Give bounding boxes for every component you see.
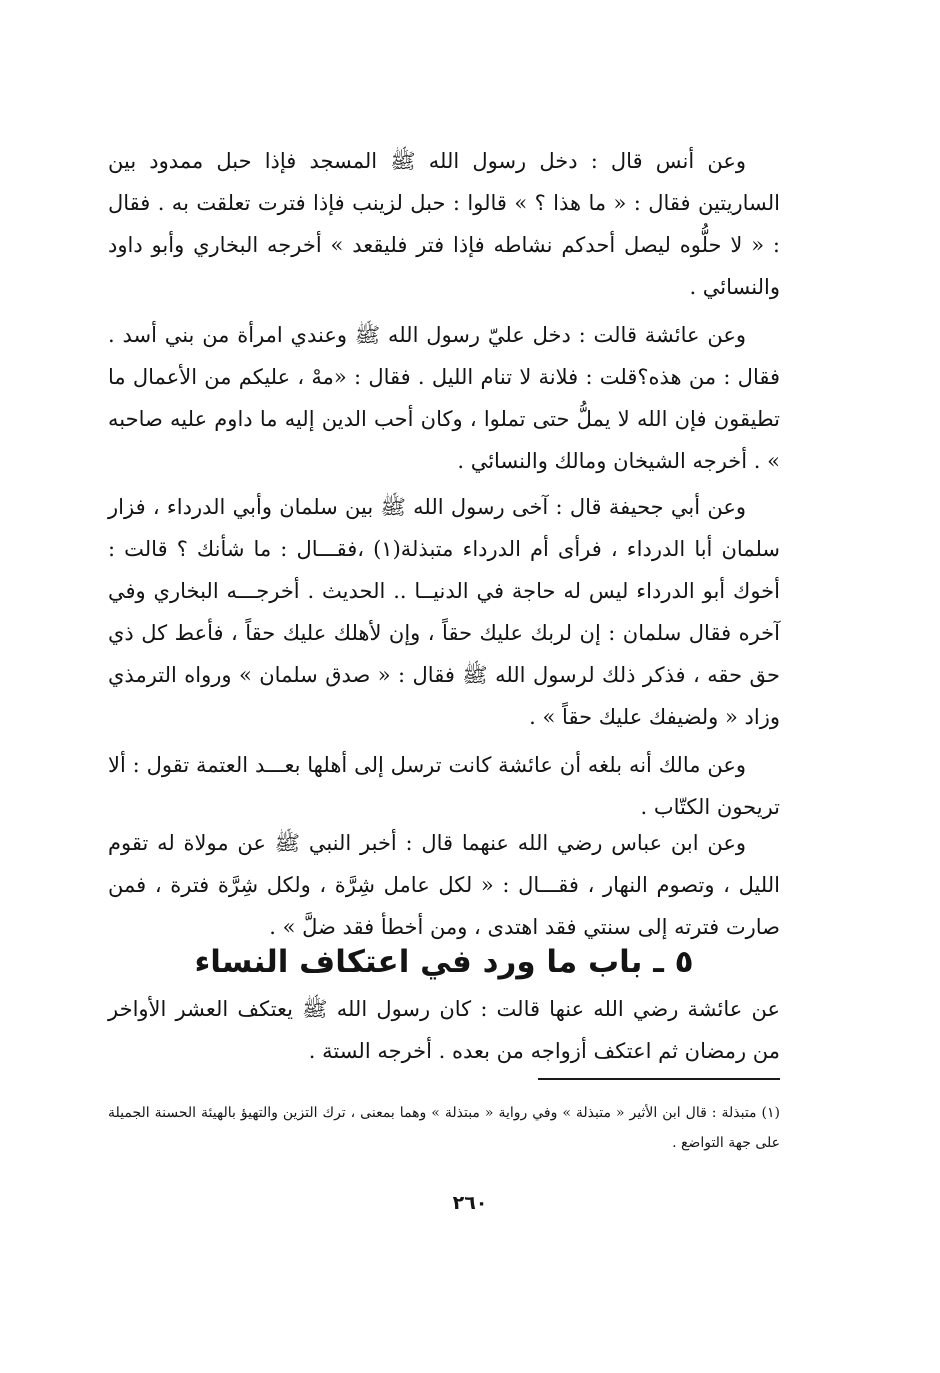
chapter-heading: ٥ ـ باب ما ورد في اعتكاف النساء <box>194 944 694 980</box>
footnote-text: (١) متبذلة : قال ابن الأثير « متبذلة » وفي رواية « مبتذلة » وهما بمعنى ، ترك التزين والتهيؤ بالهيئة الحسنة الجميلة على جهة التواضع . <box>108 1105 780 1151</box>
hadith-anas-text: وعن أنس قال : دخل رسول الله ﷺ المسجد فإذا حبل ممدود بين الساريتين فقال : « ما هذا ؟ » قالوا : حبل لزينب فإذا فترت تعلقت به . فقال : « لا حلُّوه ليصل أحدكم نشاطه فإذا فتر فليقعد » أخرجه البخاري وأبو داود والنسائي . <box>108 149 780 299</box>
hadith-aisha-text: وعن عائشة قالت : دخل عليّ رسول الله ﷺ وعندي امرأة من بني أسد . فقال : من هذه؟قلت : فلانة لا تنام الليل . فقال : «مهْ ، عليكم من الأعمال ما تطيقون فإن الله لا يملُّ حتى تملوا ، وكان أحب الدين إليه ما داوم عليه صاحبه » . أخرجه الشيخان ومالك والنسائي . <box>108 323 780 473</box>
hadith-aisha-itikaf-text: عن عائشة رضي الله عنها قالت : كان رسول الله ﷺ يعتكف العشر الأواخر من رمضان ثم اعتكف أزواجه من بعده . أخرجه الستة . <box>108 997 780 1063</box>
footnote-separator <box>538 1078 780 1080</box>
hadith-aisha-block <box>108 314 780 482</box>
hadith-ibn-abbas-text: وعن ابن عباس رضي الله عنهما قال : أخبر النبي ﷺ عن مولاة له تقوم الليل ، وتصوم النهار ، فقـــال : « لكل عامل شِرَّة ، ولكل شِرَّة فترة ، فمن صارت فترته إلى سنتي فقد اهتدى ، ومن أخطأ فقد ضلَّ » . <box>108 831 780 939</box>
hadith-abu-juhayfa-block <box>108 486 780 738</box>
hadith-aisha-itikaf-block <box>108 988 780 1072</box>
hadith-malik-text: وعن مالك أنه بلغه أن عائشة كانت ترسل إلى أهلها بعـــد العتمة تقول : ألا تريحون الكتّاب . <box>108 753 780 819</box>
hadith-malik-block <box>108 744 780 828</box>
hadith-anas-block <box>108 140 780 308</box>
hadith-abu-juhayfa-text: وعن أبي جحيفة قال : آخى رسول الله ﷺ بين سلمان وأبي الدرداء ، فزار سلمان أبا الدرداء ، فرأى أم الدرداء متبذلة(١) ،فقـــال : ما شأنك ؟ قالت : أخوك أبو الدرداء ليس له حاجة في الدنيــا .. الحديث . أخرجـــه البخاري وفي آخره فقال سلمان : إن لربك عليك حقاً ، وإن لأهلك عليك حقاً ، فأعط كل ذي حق حقه ، فذكر ذلك لرسول الله ﷺ فقال : « صدق سلمان » ورواه الترمذي وزاد « ولضيفك عليك حقاً » . <box>108 495 780 729</box>
page-number: ٢٦٠ <box>452 1192 488 1214</box>
hadith-ibn-abbas-block <box>108 822 780 948</box>
